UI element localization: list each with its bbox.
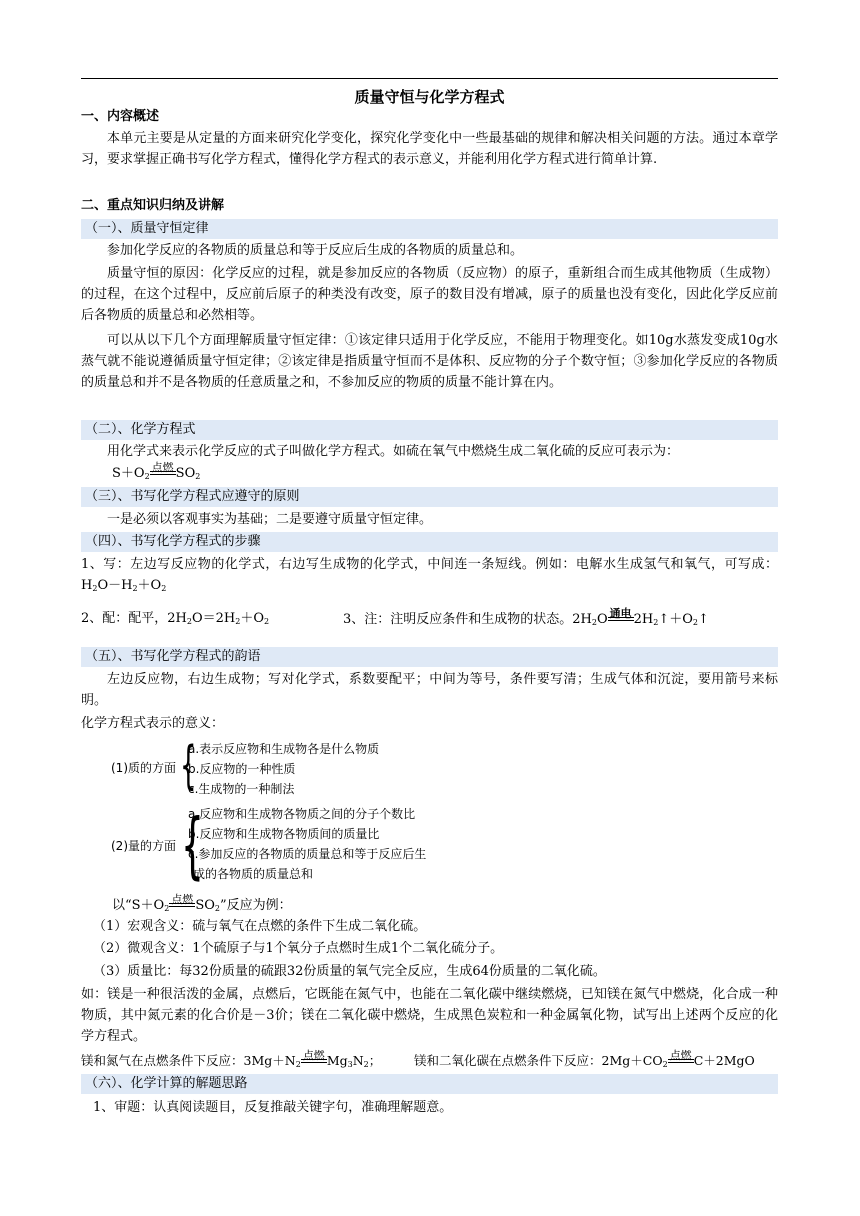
tree-leaf: c.生成物的一种制法 — [188, 782, 295, 796]
law-definition: 参加化学反应的各物质的质量总和等于反应后生成的各物质的质量总和。 — [107, 243, 524, 258]
writing-principles: 一是必须以客观事实为基础；二是要遵守质量守恒定律。 — [107, 512, 433, 527]
top-rule — [81, 78, 778, 79]
mass-ratio: （3）质量比：每32份质量的硫跟32份质量的氧气完全反应，生成64份质量的二氧化硫。 — [93, 964, 606, 979]
equation-definition: 用化学式来表示化学反应的式子叫做化学方程式。如硫在氧气中燃烧生成二氧化硫的反应可表示为： — [107, 444, 680, 459]
rhyme-paragraph: 左边反应物，右边生成物；写对化学式，系数要配平；中间为等号，条件要写清；生成气体和沉淀，要用箭号来标明。 — [81, 672, 778, 708]
calc-step-review: 1、审题：认真阅读题目，反复推敲关键字句，准确理解题意。 — [93, 1100, 453, 1115]
step-write: 1、写：左边写反应物的化学式，右边写生成物的化学式，中间连一条短线。例如：电解水生成氢气和氧气，可写成：$H_2O-H_2+O_2$ — [81, 557, 778, 593]
ignite-condition: 点燃 — [151, 461, 174, 474]
band-heading-3: （三）、书写化学方程式应遵守的原则 — [81, 487, 778, 507]
band-heading-6: （六）、化学计算的解题思路 — [81, 1074, 778, 1094]
tree-root-quality: (1)质的方面 — [111, 761, 176, 775]
tree-leaf: 成的各物质的质量总和 — [193, 867, 314, 881]
band-heading-4: （四）、书写化学方程式的步骤 — [81, 532, 778, 552]
ignite-condition: 点燃 — [669, 1049, 692, 1062]
band-heading-5: （五）、书写化学方程式的韵语 — [81, 647, 778, 667]
law-reason: 质量守恒的原因：化学反应的过程，就是参加反应的各物质（反应物）的原子，重新组合而生成其他物质（生成物）的过程，在这个过程中，反应前后原子的种类没有改变，原子的数目没有增减，原子的质量也没有变化，因此化学反应前后各物质的质量总和必然相等。 — [81, 266, 778, 323]
page-title: 质量守恒与化学方程式 — [354, 88, 505, 106]
ignite-condition: 点燃 — [302, 1049, 325, 1062]
step-annotate: 3、注：注明反应条件和生成物的状态。$2H_2O$ 通电 $2H_2↑+O_2↑$ — [343, 607, 709, 627]
meaning-heading: 化学方程式表示的意义： — [81, 716, 225, 731]
brace-icon: { — [181, 803, 204, 887]
tree-leaf: c.参加反应的各物质的质量总和等于反应后生 — [188, 847, 427, 861]
band-heading-1: （一）、质量守恒定律 — [81, 219, 778, 239]
step-balance: 2、配：配平，$2H_2O=2H_2+O_2$ — [81, 611, 270, 626]
tree-leaf: b.反应物的一种性质 — [188, 762, 296, 776]
micro-meaning: （2）微观含义：1个硫原子与1个氧分子点燃时生成1个二氧化硫分子。 — [93, 941, 504, 956]
tree-leaf: a.反应物和生成物各物质之间的分子个数比 — [188, 807, 416, 821]
tree-leaf: a.表示反应物和生成物各是什么物质 — [188, 742, 380, 756]
overview-paragraph: 本单元主要是从定量的方面来研究化学变化，探究化学变化中一些最基础的规律和解决相关问题的方法。通过本章学习，要求掌握正确书写化学方程式，懂得化学方程式的表示意义，并能利用化学方程式进行简单计算. — [81, 131, 778, 167]
ignite-condition: 点燃 — [171, 893, 194, 906]
tree-leaf: b.反应物和生成物各物质间的质量比 — [188, 827, 380, 841]
mg-n2-equation: 镁和氮气在点燃条件下反应：$3Mg+N_2$点燃 $Mg_3N_2$； — [81, 1049, 382, 1069]
section-heading-1: 一、内容概述 — [81, 109, 160, 124]
tree-root-quantity: (2)量的方面 — [111, 839, 176, 853]
example-intro: 以“$S+O_2$点燃 $SO_2$”反应为例： — [112, 893, 292, 913]
electrolysis-condition: 通电 — [609, 607, 632, 620]
sulfur-equation: $S+O_2$点燃 $SO_2$ — [112, 461, 201, 481]
band-heading-2: （二）、化学方程式 — [81, 420, 778, 440]
section-heading-2: 二、重点知识归纳及讲解 — [81, 198, 225, 213]
magnesium-problem: 如：镁是一种很活泼的金属，点燃后，它既能在氮气中，也能在二氧化碳中继续燃烧，已知镁在氮气中燃烧，化合成一种物质，其中氮元素的化合价是－3价；镁在二氧化碳中燃烧，生成黑色炭粒和一种金属氧化物，试写出上述两个反应的化学方程式。 — [81, 987, 778, 1044]
mg-co2-equation: 镁和二氧化碳在点燃条件下反应：$2Mg+CO_2$点燃 C＋2MgO — [414, 1049, 755, 1069]
brace-icon: { — [180, 736, 197, 796]
law-understanding: 可以从以下几个方面理解质量守恒定律：①该定律只适用于化学反应，不能用于物理变化。如10g水蒸发变成10g水蒸气就不能说遵循质量守恒定律；②该定律是指质量守恒而不是体积、反应物的分子个数守恒；③参加化学反应的各物质的质量总和并不是各物质的任意质量之和，不参加反应的物质的质量不能计算在内。 — [81, 333, 778, 390]
macro-meaning: （1）宏观含义：硫与氧气在点燃的条件下生成二氧化硫。 — [93, 919, 427, 934]
